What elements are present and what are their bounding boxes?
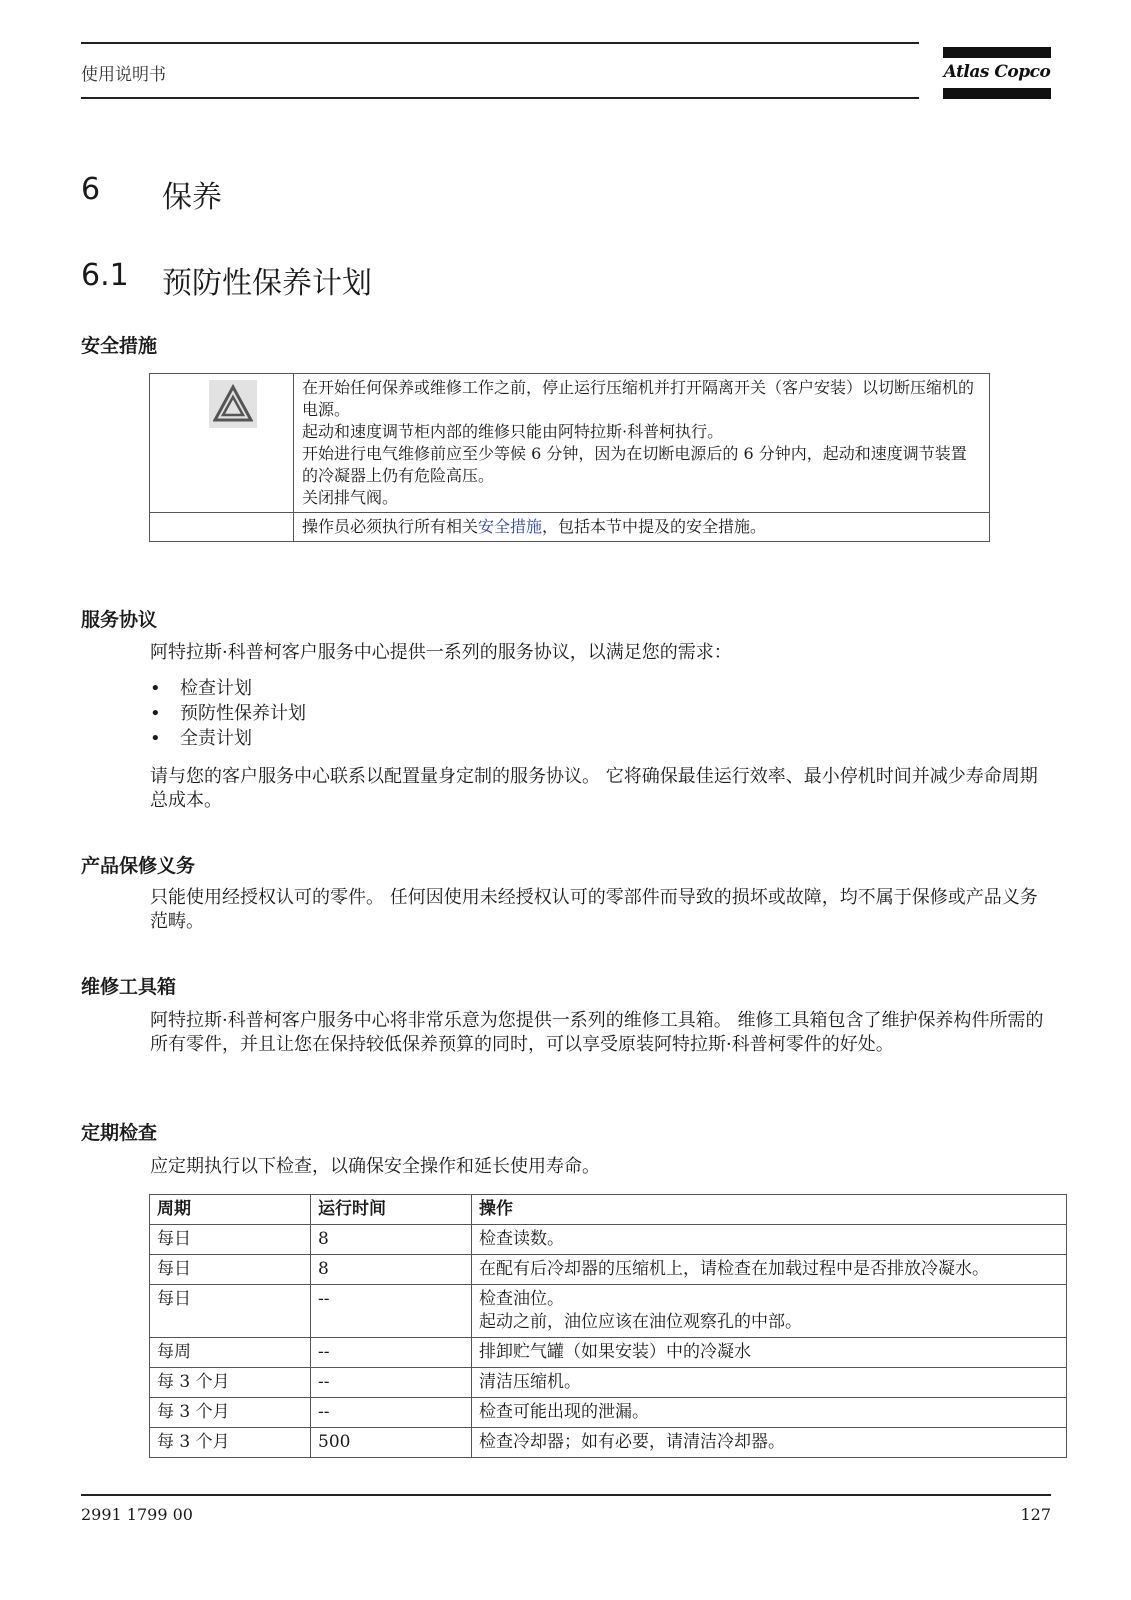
section-heading [81, 258, 681, 301]
running-hours-cell: 8 [311, 1225, 472, 1255]
period-cell: 每 3 个月 [150, 1368, 311, 1398]
warning-triangle-icon [209, 380, 257, 428]
safety-icon-cell [150, 374, 294, 513]
document-number: 2991 1799 00 [81, 1505, 193, 1524]
safety-heading: 安全措施 [81, 335, 158, 357]
brand-logo [943, 47, 1051, 99]
running-hours-cell: -- [311, 1368, 472, 1398]
safety-instructions [294, 374, 990, 513]
running-hours-cell: 500 [311, 1428, 472, 1458]
running-hours-cell: 8 [311, 1255, 472, 1285]
period-cell: 每日 [150, 1255, 311, 1285]
action-cell: 检查可能出现的泄漏。 [472, 1398, 1067, 1428]
action-cell: 排卸贮气罐（如果安装）中的冷凝水 [472, 1338, 1067, 1368]
period-cell: 每周 [150, 1338, 311, 1368]
kits-heading: 维修工具箱 [81, 976, 177, 998]
chapter-number: 6 [81, 172, 101, 207]
safety-line: 在开始任何保养或维修工作之前，停止运行压缩机并打开隔离开关（客户安装）以切断压缩机的电源。 [302, 378, 975, 419]
service-intro: 阿特拉斯·科普柯客户服务中心提供一系列的服务协议，以满足您的需求： [150, 642, 732, 663]
running-hours-cell: -- [311, 1398, 472, 1428]
table-row [150, 1255, 1067, 1285]
running-hours-cell: -- [311, 1285, 472, 1338]
safety-line: 起动和速度调节柜内部的维修只能由阿特拉斯·科普柯执行。 [302, 422, 724, 441]
warranty-text: 只能使用经授权认可的零件。 任何因使用未经授权认可的零部件而导致的损坏或故障，均不属于保修或产品义务范畴。 [150, 887, 1038, 932]
action-cell: 检查油位。 起动之前，油位应该在油位观察孔的中部。 [472, 1285, 1067, 1338]
table-row [150, 1225, 1067, 1255]
chapter-heading [81, 172, 681, 215]
running-hours-cell: -- [311, 1338, 472, 1368]
column-header-running-hours: 运行时间 [311, 1195, 472, 1225]
safety-line: 关闭排气阀。 [302, 488, 399, 507]
table-row [150, 1398, 1067, 1428]
header-top-rule [81, 42, 919, 44]
service-outro: 请与您的客户服务中心联系以配置量身定制的服务协议。 它将确保最佳运行效率、最小停机时间并减少寿命周期总成本。 [150, 766, 1038, 811]
service-heading: 服务协议 [81, 609, 158, 631]
period-cell: 每 3 个月 [150, 1398, 311, 1428]
period-cell: 每 3 个月 [150, 1428, 311, 1458]
chapter-title: 保养 [162, 180, 222, 215]
safety-line: 开始进行电气维修前应至少等候 6 分钟，因为在切断电源后的 6 分钟内，起动和速度调节装置的冷凝器上仍有危险高压。 [302, 444, 967, 485]
period-cell: 每日 [150, 1225, 311, 1255]
brand-logo-text: Atlas Copco [943, 62, 1051, 82]
section-title: 预防性保养计划 [162, 266, 372, 301]
column-header-action: 操作 [472, 1195, 1067, 1225]
table-row [150, 1285, 1067, 1338]
action-cell: 检查读数。 [472, 1225, 1067, 1255]
action-cell: 清洁压缩机。 [472, 1368, 1067, 1398]
list-item: • 全责计划 [150, 726, 306, 751]
kits-text: 阿特拉斯·科普柯客户服务中心将非常乐意为您提供一系列的维修工具箱。 维修工具箱包含了维护保养构件所需的所有零件，并且让您在保持较低保养预算的同时，可以享受原装阿特拉斯·科普柯零件的好处。 [150, 1010, 1044, 1055]
page-number: 127 [1020, 1505, 1051, 1524]
document-title: 使用说明书 [81, 65, 166, 85]
warranty-heading: 产品保修义务 [81, 855, 196, 877]
table-header-row [150, 1195, 1067, 1225]
table-row [150, 1338, 1067, 1368]
list-item: • 检查计划 [150, 676, 306, 701]
checks-heading: 定期检查 [81, 1122, 158, 1144]
list-item: • 预防性保养计划 [150, 701, 306, 726]
safety-note-empty-cell [150, 513, 294, 542]
action-cell: 检查冷却器；如有必要，请清洁冷却器。 [472, 1428, 1067, 1458]
checks-intro: 应定期执行以下检查，以确保安全操作和延长使用寿命。 [150, 1156, 600, 1177]
section-number: 6.1 [81, 258, 129, 293]
safety-table [149, 373, 990, 542]
safety-note: 操作员必须执行所有相关安全措施，包括本节中提及的安全措施。 [294, 513, 990, 542]
column-header-period: 周期 [150, 1195, 311, 1225]
table-row [150, 1428, 1067, 1458]
header-bottom-rule [81, 97, 919, 99]
checks-table [149, 1194, 1067, 1458]
period-cell: 每日 [150, 1285, 311, 1338]
footer-rule [81, 1494, 1051, 1496]
action-cell: 在配有后冷却器的压缩机上，请检查在加载过程中是否排放冷凝水。 [472, 1255, 1067, 1285]
table-row [150, 1368, 1067, 1398]
safety-measures-link[interactable]: 安全措施 [478, 517, 543, 536]
service-list [150, 676, 306, 751]
